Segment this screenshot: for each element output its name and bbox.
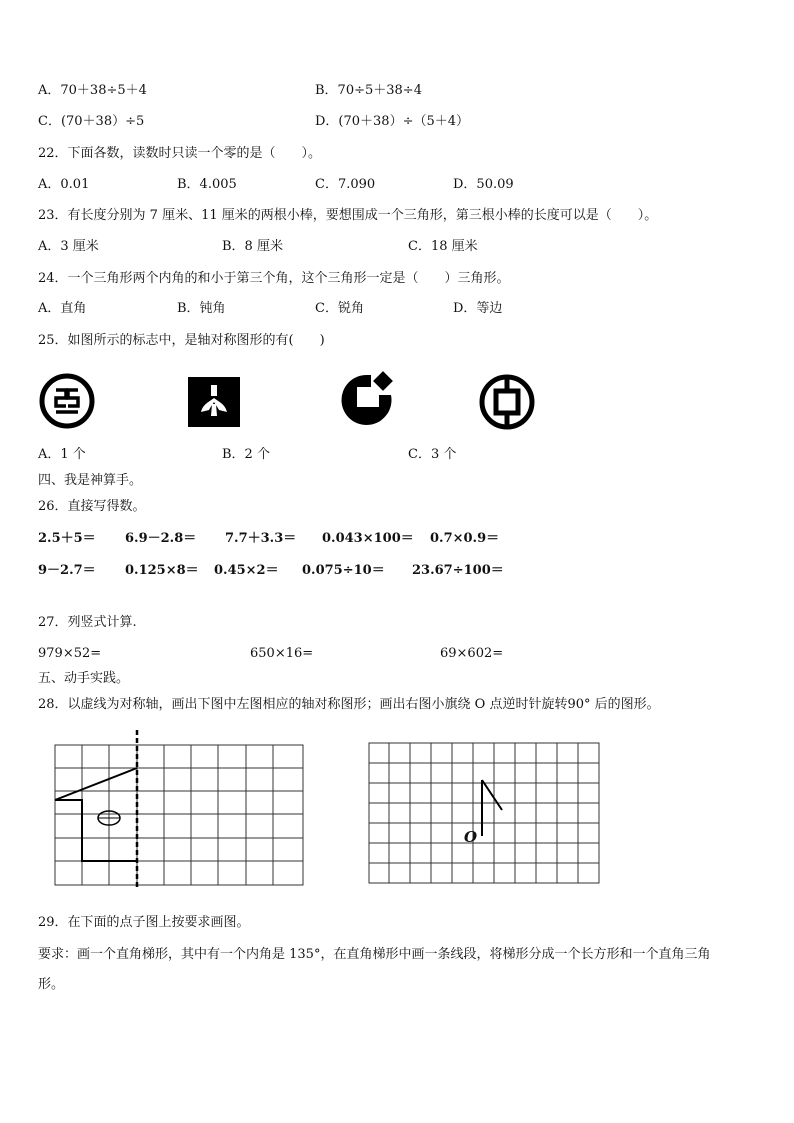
- q29-requirement-line1: 要求：画一个直角梯形，其中有一个内角是 135°，在直角梯形中画一条线段，将梯形分成一个长方形和一个直角三角: [38, 947, 711, 962]
- q22-stem: 22．下面各数，读数时只读一个零的是（ ）。: [38, 146, 322, 161]
- section-5-title: 五、动手实践。: [38, 671, 130, 686]
- q25-option-c: C．3 个: [408, 447, 457, 462]
- q26-item: 0.043×100＝: [322, 531, 414, 546]
- q26-item: 6.9－2.8＝: [125, 531, 197, 546]
- q26-item: 9－2.7＝: [38, 563, 96, 578]
- q27-item: 979×52=: [38, 646, 102, 661]
- bank-of-china-logo-icon: [476, 372, 538, 432]
- q25-option-b: B．2 个: [222, 447, 270, 462]
- tri-logo-icon: [187, 376, 241, 428]
- q24-option-a: A．直角: [38, 301, 87, 316]
- q26-item: 0.125×8＝: [125, 563, 199, 578]
- q26-item: 23.67÷100＝: [412, 563, 504, 578]
- q23-option-c: C．18 厘米: [408, 239, 478, 254]
- q21-option-c: C．(70＋38）÷5: [38, 114, 145, 129]
- q21-option-a: A．70＋38÷5＋4: [38, 83, 147, 98]
- q27-stem: 27．列竖式计算.: [38, 615, 137, 630]
- q21-option-b: B．70÷5＋38÷4: [315, 83, 422, 98]
- q23-stem: 23．有长度分别为 7 厘米、11 厘米的两根小棒，要想围成一个三角形，第三根小棒的长度可以是（ ）。: [38, 208, 658, 223]
- rotation-grid: [366, 738, 606, 888]
- q29-stem: 29．在下面的点子图上按要求画图。: [38, 915, 250, 930]
- section-4-title: 四、我是神算手。: [38, 473, 143, 488]
- q22-option-b: B．4.005: [177, 177, 237, 192]
- q26-item: 2.5＋5＝: [38, 531, 96, 546]
- q24-option-c: C．锐角: [315, 301, 364, 316]
- q22-option-c: C．7.090: [315, 177, 376, 192]
- q26-item: 7.7＋3.3＝: [225, 531, 297, 546]
- q23-option-a: A．3 厘米: [38, 239, 99, 254]
- q26-item: 0.075÷10＝: [302, 563, 385, 578]
- q24-option-d: D．等边: [453, 301, 503, 316]
- q27-item: 650×16=: [250, 646, 314, 661]
- q23-option-b: B．8 厘米: [222, 239, 283, 254]
- q22-option-a: A．0.01: [38, 177, 90, 192]
- bank-logo-icon: [37, 373, 97, 429]
- point-o-label: O: [464, 828, 478, 846]
- q21-option-d: D．(70＋38）÷（5＋4）: [315, 114, 470, 129]
- q29-requirement-line2: 形。: [38, 977, 65, 992]
- q28-stem: 28．以虚线为对称轴，画出下图中左图相应的轴对称图形；画出右图小旗绕 O 点逆时针旋转90° 后的图形。: [38, 697, 660, 712]
- q26-item: 0.7×0.9＝: [430, 531, 500, 546]
- symmetry-grid: [50, 728, 310, 890]
- q24-option-b: B．钝角: [177, 301, 226, 316]
- q22-option-d: D．50.09: [453, 177, 514, 192]
- q26-stem: 26．直接写得数。: [38, 499, 146, 514]
- q27-item: 69×602=: [440, 646, 504, 661]
- q24-stem: 24．一个三角形两个内角的和小于第三个角，这个三角形一定是（ ）三角形。: [38, 271, 510, 286]
- bank-of-communications-logo-icon: [337, 371, 397, 429]
- q25-option-a: A．1 个: [38, 447, 86, 462]
- q26-item: 0.45×2＝: [214, 563, 279, 578]
- q25-stem: 25．如图所示的标志中，是轴对称图形的有( ): [38, 333, 325, 348]
